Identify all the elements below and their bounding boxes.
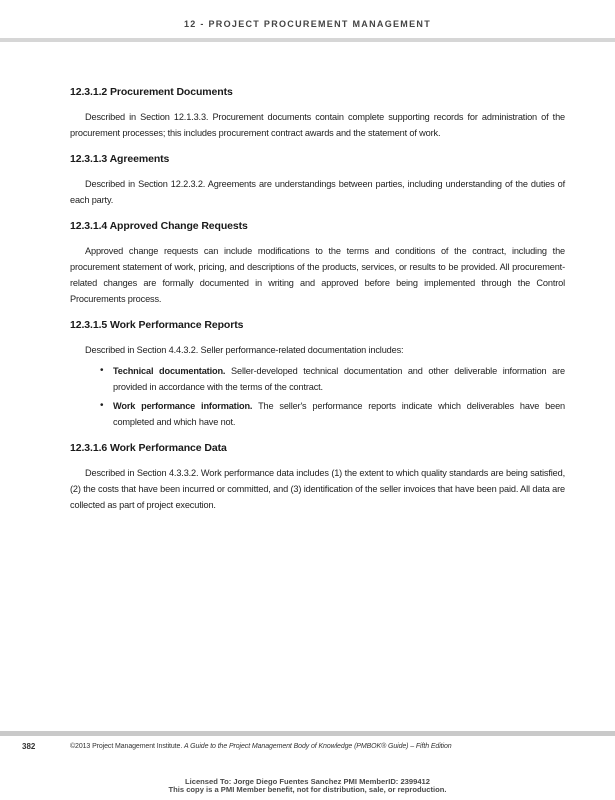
list-item (70, 398, 565, 430)
section-heading: 12.3.1.4 Approved Change Requests (70, 220, 248, 232)
section-work-performance-reports (70, 319, 565, 430)
section-body: Approved change requests can include modifications to the terms and conditions of the contract, including the procurement statement of work, pricing, and descriptions of the products, services, or results to be provided. All procurement-related changes are formally documented in writing and approved before being implemented through the Control Procurements process. (70, 246, 565, 304)
section-agreements (70, 153, 565, 208)
section-heading: 12.3.1.3 Agreements (70, 153, 170, 165)
section-heading: 12.3.1.5 Work Performance Reports (70, 319, 244, 331)
header-divider (0, 38, 615, 42)
bullet-text: Seller-developed technical documentation and other deliverable information are provided in accordance with the terms of the contract. (113, 366, 566, 392)
copyright-prefix: ©2013 Project Management Institute. (70, 743, 183, 750)
chapter-title: 12 - PROJECT PROCUREMENT MANAGEMENT (183, 19, 431, 29)
section-heading: 12.3.1.6 Work Performance Data (70, 442, 227, 454)
page-content (70, 86, 565, 525)
section-body: Described in Section 12.2.3.2. Agreements are understandings between parties, including understanding of the duties of each party. (70, 179, 565, 205)
page-number: 382 (22, 742, 36, 751)
license-line-1: Licensed To: Jorge Diego Fuentes Sanchez PMI MemberID: 2399412 (184, 777, 431, 786)
section-body: Described in Section 4.3.3.2. Work performance data includes (1) the extent to which quality standards are being satisfied, (2) the costs that have been incurred or committed, and (3) identification of the seller invoices that have been paid. All data are collected as part of project execution. (70, 468, 565, 510)
copyright-title: A Guide to the Project Management Body of Knowledge (PMBOK® Guide) – Fifth Edition (184, 743, 452, 750)
list-item (70, 363, 565, 395)
section-approved-change-requests (70, 220, 565, 307)
section-heading: 12.3.1.2 Procurement Documents (70, 86, 233, 98)
bullet-list (70, 363, 565, 430)
footer-divider (0, 731, 615, 736)
section-procurement-documents (70, 86, 565, 141)
bullet-icon: • (100, 365, 104, 376)
page-header (0, 0, 615, 38)
copyright-notice (70, 743, 610, 750)
section-body: Described in Section 12.1.3.3. Procurement documents contain complete supporting records for administration of the procurement processes; this includes procurement contract awards and the statement of work. (70, 112, 565, 138)
section-body: Described in Section 4.4.3.2. Seller performance-related documentation includes: (85, 345, 404, 355)
license-notice (0, 778, 615, 794)
bullet-text: The seller's performance reports indicate which deliverables have been completed and which have not. (113, 401, 565, 427)
bullet-term: Technical documentation. (113, 366, 226, 376)
bullet-icon: • (100, 400, 104, 411)
license-line-2: This copy is a PMI Member benefit, not for distribution, sale, or reproduction. (168, 785, 447, 794)
section-work-performance-data (70, 442, 565, 513)
bullet-term: Work performance information. (113, 401, 253, 411)
